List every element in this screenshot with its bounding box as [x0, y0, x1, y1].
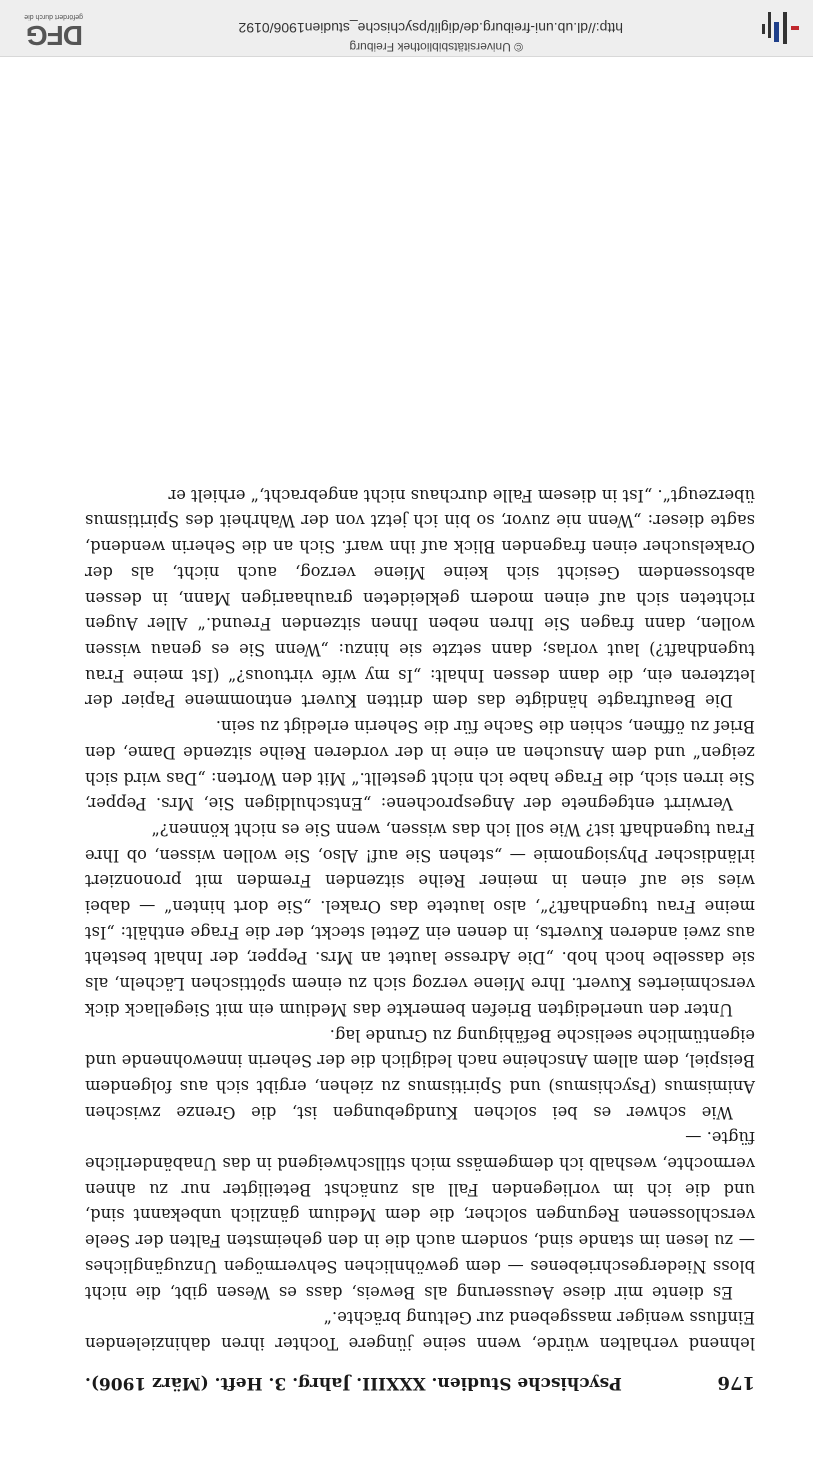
document-page	[85, 482, 755, 1411]
document-url-link[interactable]: http://dl.ub.uni-freiburg.de/diglit/psychische_studien1906/0192	[238, 20, 623, 36]
paragraph-5: Verwirrt entgegnete der Angesprochene: „Entschuldigen Sie, Mrs. Pepper, Sie irren sich, die Frage habe ich nicht gestellt.“ Mit den Worten: „Das wird sich zeigen“ und dem Ansuchen an eine in der vorderen Reihe sitzende Dame, den Brief zu öffnen, schien die Sache für die Seherin erledigt zu sein.	[85, 717, 755, 814]
running-head-title: Psychische Studien. XXXIII. Jahrg. 3. Heft. (März 1906).	[85, 1373, 622, 1393]
university-library-logo-icon[interactable]	[759, 8, 801, 48]
running-head	[85, 1372, 755, 1393]
paragraph-6: Die Beauftragte händigte das dem dritten Kuvert entnommene Papier der letzteren ein, die dann dessen Inhalt: „Is my wife virtuous?“ (Ist meine Frau tugendhaft?) laut vorlas; dann setzte sie hinzu: „Wenn Sie es genau wissen wollen, dann fragen Sie Ihren neben Ihnen sitzenden Freund.“ Aller Augen richteten sich auf einen modern gekleideten grauhaarigen Mann, in dessen abstossendem Gesicht sich keine Miene verzog, auch nicht, als der Orakelsucher einen fragenden Blick auf ihn warf. Sich an die Seherin wendend, sagte dieser: „Wenn nie zuvor, so bin ich jetzt von der Wahrheit des Spiritismus überzeugt“. „Ist in diesem Falle durchaus nicht angebracht,“ erhielt er	[85, 485, 755, 711]
paragraph-3: Wie schwer es bei solchen Kundgebungen ist, die Grenze zwischen Animismus (Psychismus) und Spiritismus zu ziehen, ergibt sich aus folgendem Beispiel, dem allem Anscheine nach lediglich die der Seherin innewohnende und eigentümliche seelische Befähigung zu Grunde lag.	[85, 1025, 755, 1122]
paragraph-4: Unter den unerledigten Briefen bemerkte das Medium ein mit Siegellack dick verschmiertes Kuvert. Ihre Miene verzog sich zu einem spöttischen Lächeln, als sie dasselbe hoch hob. „Die Adresse lautet an Mrs. Pepper, der Inhalt besteht aus zwei anderen Kuverts, in denen ein Zettel steckt, der die Frage enthält: „Ist meine Frau tugendhaft?“, also lautete das Orakel. „Sie dort hinten“ — dabei wies sie auf einen in meiner Reihe sitzenden Fremden mit prononziert irländischer Physiognomie — „stehen Sie auf! Also, Sie wollen wissen, ob Ihre Frau tugendhaft ist? Wie soll ich das wissen, wenn Sie es nicht können?“	[85, 819, 755, 1019]
viewer-header	[0, 0, 813, 57]
funder-caption: gefördert durch die	[24, 13, 83, 20]
copyright-text: © Universitätsbibliothek Freiburg	[349, 40, 523, 54]
dfg-funder-logo	[3, 6, 83, 50]
paragraph-1: lehnend verhalten würde, wenn seine jüngere Tochter ihren dahinzielenden Einfluss weniger massgebend zur Geltung brächte.“	[85, 1308, 755, 1353]
page-number: 176	[717, 1372, 755, 1393]
paragraph-2: Es diente mir diese Aeusserung als Beweis, dass es Wesen gibt, die nicht bloss Niedergeschriebenes — dem gewöhnlichen Sehvermögen Unzugängliches — zu lesen im stande sind, sondern auch die in den geheimsten Falten der Seele verschlossenen Regungen solcher, die dem Medium gänzlich unbekannt sind, und die ich im vorliegenden Fall als zunächst Beteiligter nur zu ahnen vermochte, weshalb ich demgemäss mich stillschweigend in das Unabänderliche fügte. —	[85, 1128, 755, 1302]
dfg-logo-text: DFG	[26, 20, 83, 51]
